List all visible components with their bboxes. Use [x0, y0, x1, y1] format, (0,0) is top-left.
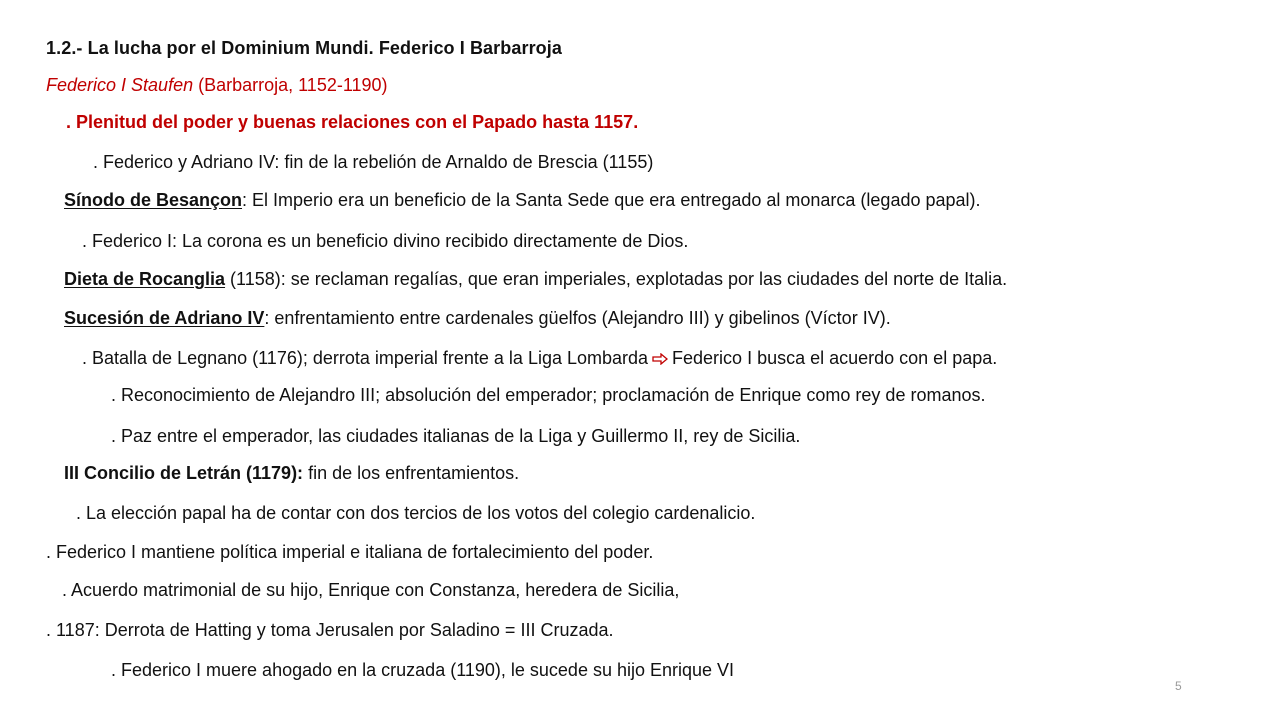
- sinodo-heading: Sínodo de Besançon: [64, 190, 243, 210]
- slide-subtitle: [46, 74, 388, 96]
- line-sinodo: [64, 189, 981, 211]
- sucesion-heading: Sucesión de Adriano IV: [64, 308, 265, 328]
- concilio-text: fin de los enfrentamientos.: [303, 463, 520, 483]
- line-corona: . Federico I: La corona es un beneficio divino recibido directamente de Dios.: [82, 231, 689, 251]
- dieta-text: (1158): se reclaman regalías, que eran imperiales, explotadas por las ciudades del norte de Italia.: [225, 269, 1008, 289]
- subtitle-name: Federico I Staufen: [46, 75, 194, 95]
- line-dieta: [64, 268, 1007, 290]
- slide-title: 1.2.- La lucha por el Dominium Mundi. Federico I Barbarroja: [46, 38, 562, 58]
- dieta-heading: Dieta de Rocanglia: [64, 269, 226, 289]
- line-politica: . Federico I mantiene política imperial e italiana de fortalecimiento del poder.: [46, 542, 654, 562]
- right-arrow-icon: [652, 353, 668, 365]
- line-1187: . 1187: Derrota de Hatting y toma Jerusalen por Saladino = III Cruzada.: [46, 620, 614, 640]
- subtitle-rest: (Barbarroja, 1152-1190): [193, 75, 388, 95]
- legnano-text: . Batalla de Legnano (1176); derrota imperial frente a la Liga Lombarda: [82, 348, 649, 368]
- line-sucesion: [64, 307, 891, 329]
- line-legnano: [82, 347, 997, 369]
- sinodo-text: : El Imperio era un beneficio de la Santa Sede que era entregado al monarca (legado papal).: [242, 190, 981, 210]
- line-paz: . Paz entre el emperador, las ciudades italianas de la Liga y Guillermo II, rey de Sicilia.: [111, 426, 801, 446]
- line-reconocimiento: . Reconocimiento de Alejandro III; absolución del emperador; proclamación de Enrique como rey de romanos.: [111, 385, 986, 405]
- page-number: 5: [1175, 679, 1182, 693]
- line-muerte: . Federico I muere ahogado en la cruzada (1190), le sucede su hijo Enrique VI: [111, 660, 735, 680]
- legnano-result: Federico I busca el acuerdo con el papa.: [672, 348, 998, 368]
- line-plenitud: . Plenitud del poder y buenas relaciones con el Papado hasta 1157.: [66, 112, 639, 132]
- line-adriano-arnaldo: . Federico y Adriano IV: fin de la rebelión de Arnaldo de Brescia (1155): [93, 152, 654, 172]
- sucesion-text: : enfrentamiento entre cardenales güelfos (Alejandro III) y gibelinos (Víctor IV).: [264, 308, 891, 328]
- concilio-heading: III Concilio de Letrán (1179):: [64, 463, 304, 483]
- line-concilio: [64, 462, 519, 484]
- line-acuerdo: . Acuerdo matrimonial de su hijo, Enrique con Constanza, heredera de Sicilia,: [62, 580, 680, 600]
- line-eleccion: . La elección papal ha de contar con dos tercios de los votos del colegio cardenalicio.: [76, 503, 756, 523]
